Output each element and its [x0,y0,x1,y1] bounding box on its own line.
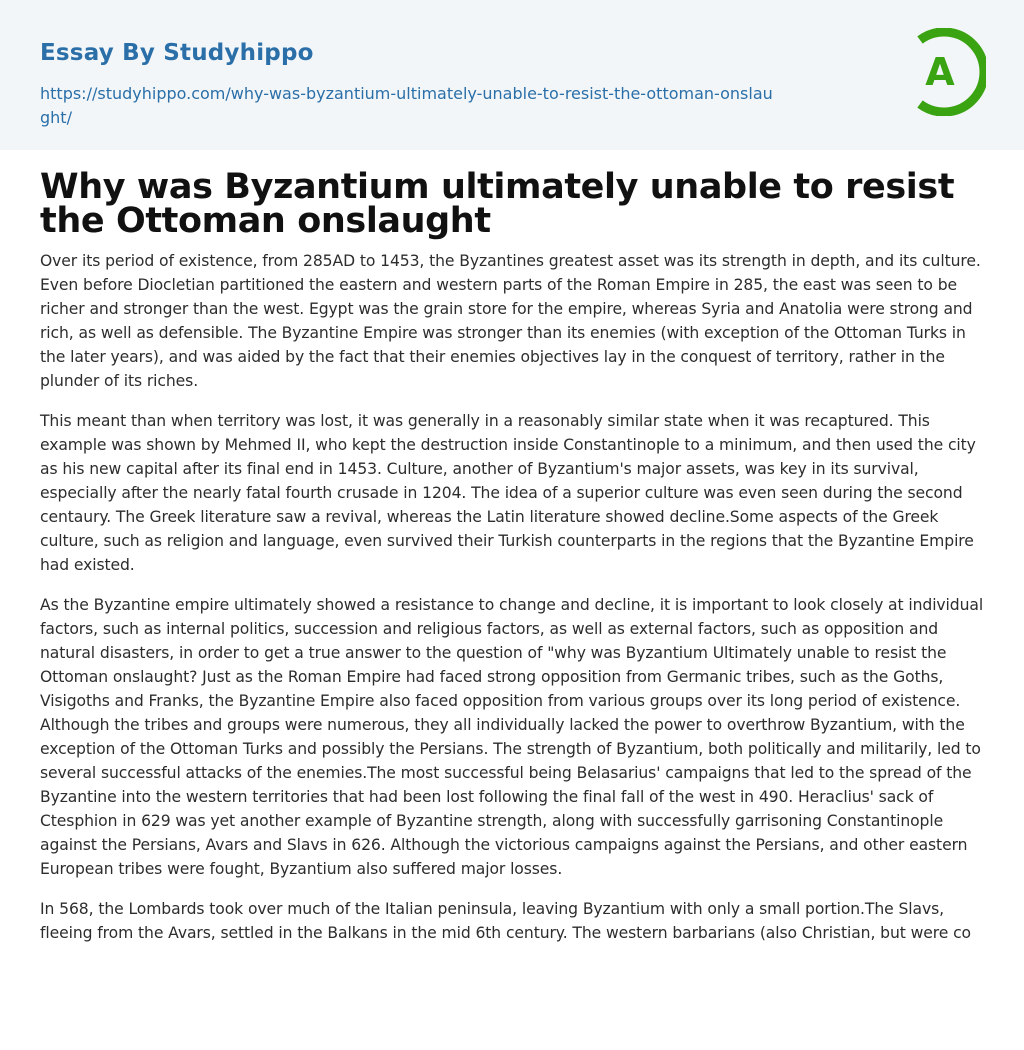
essay-body [40,249,988,961]
logo-letter: A [925,50,955,94]
essay-paragraph: Over its period of existence, from 285AD to 1453, the Byzantines greatest asset was its strength in depth, and its culture. Even before Diocletian partitioned the eastern and western parts of the Roman Empire in 285, the east was seen to be richer and stronger than the west. Egypt was the grain store for the empire, whereas Syria and Anatolia were strong and rich, as well as defensible. The Byzantine Empire was stronger than its enemies (with exception of the Ottoman Turks in the later years), and was aided by the fact that their enemies objectives lay in the conquest of territory, rather in the plunder of its riches. [40,252,981,390]
essay-paragraph: As the Byzantine empire ultimately showed a resistance to change and decline, it is important to look closely at individual factors, such as internal politics, succession and religious factors, as well as external factors, such as opposition and natural disasters, in order to get a true answer to the question of "why was Byzantium Ultimately unable to resist the Ottoman onslaught? Just as the Roman Empire had faced strong opposition from Germanic tribes, such as the Goths, Visigoths and Franks, the Byzantine Empire also faced opposition from various groups over its long period of existence. Although the tribes and groups were numerous, they all individually lacked the power to overthrow Byzantium, with the exception of the Ottoman Turks and possibly the Persians. The strength of Byzantium, both politically and militarily, led to several successful attacks of the enemies.The most successful being Belasarius' campaigns that led to the spread of the Byzantine into the western territories that had been lost following the final fall of the west in 490. Heraclius' sack of Ctesphion in 629 was yet another example of Byzantine strength, along with successfully garrisoning Constantinople against the Persians, Avars and Slavs in 626. Although the victorious campaigns against the Persians, and other eastern European tribes were fought, Byzantium also suffered major losses. [40,596,984,878]
essay-paragraph: In 568, the Lombards took over much of the Italian peninsula, leaving Byzantium with only a small portion.The Slavs, fleeing from the Avars, settled in the Balkans in the mid 6th century. The western barbarians (also Christian, but were co [40,900,971,942]
essay-url-link[interactable]: https://studyhippo.com/why-was-byzantium-ultimately-unable-to-resist-the-ottoman-onslaught/ [40,84,773,127]
site-header [0,0,1024,150]
studyhippo-logo-icon[interactable] [910,28,986,116]
essay-title: Why was Byzantium ultimately unable to resist the Ottoman onslaught [40,167,955,241]
site-brand[interactable]: Essay By Studyhippo [40,40,314,66]
essay-paragraph: This meant than when territory was lost, it was generally in a reasonably similar state when it was recaptured. This example was shown by Mehmed II, who kept the destruction inside Constantinople to a minimum, and then used the city as his new capital after its final end in 1453. Culture, another of Byzantium's major assets, was key in its survival, especially after the nearly fatal fourth crusade in 1204. The idea of a superior culture was even seen during the second centaury. The Greek literature saw a revival, whereas the Latin literature showed decline.Some aspects of the Greek culture, such as religion and language, even survived their Turkish counterparts in the regions that the Byzantine Empire had existed. [40,412,976,574]
